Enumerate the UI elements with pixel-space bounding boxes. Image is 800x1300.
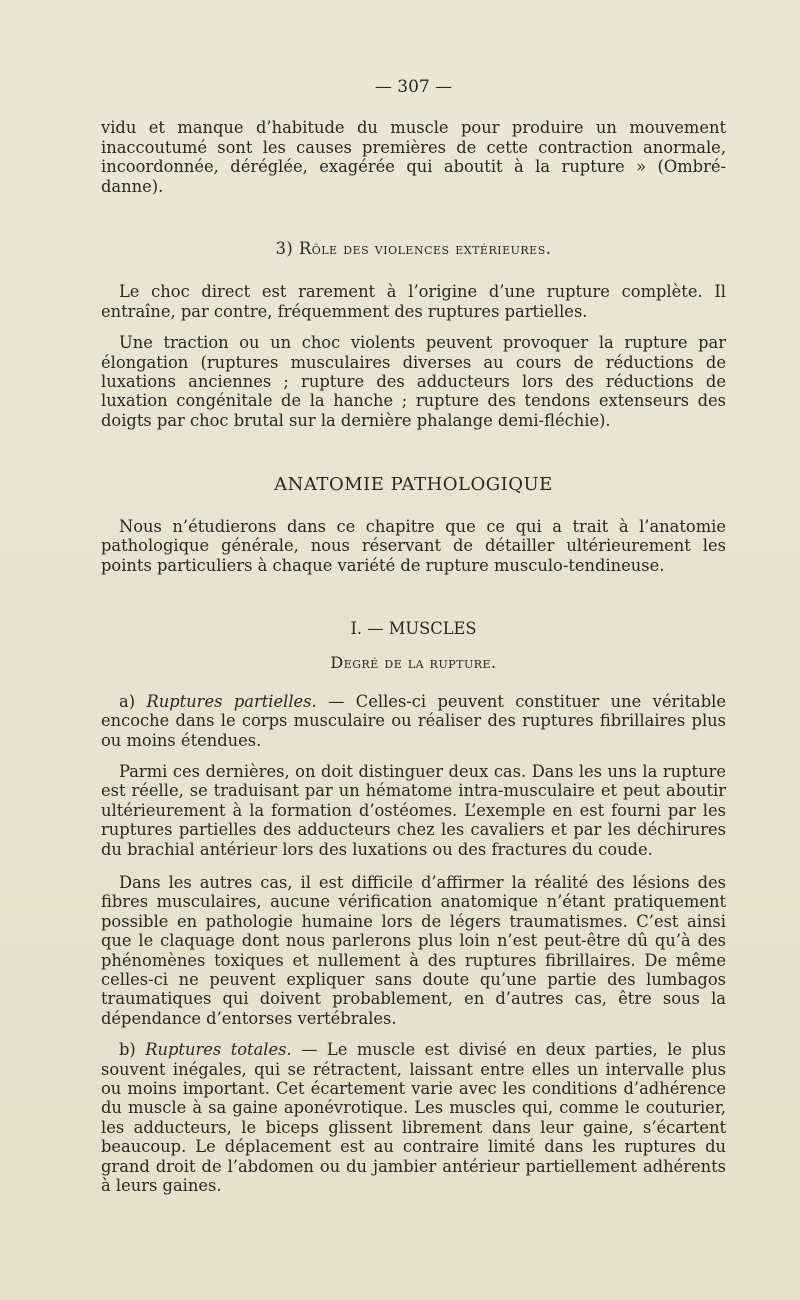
paragraph-traction: Une traction ou un choc violents peuvent provoquer la rupture par élongation (ruptures musculaires diverses au cours de réductions de luxations anciennes ; rupture des adducteurs lors des réductions de luxation congénitale de la hanche ; rupture des tendons extenseurs des doigts par choc brutal sur la dernière phalange demi-fléchie). bbox=[101, 333, 726, 430]
item-text-ruptures-totales: — Le muscle est divisé en deux parties, le plus souvent inégales, qui se rétractent, laissant entre elles un intervalle plus ou moins important. Cet écartement varie avec les conditions d’adhérence du muscle à sa gaine aponévrotique. Les muscles qui, comme le couturier, les adducteurs, le biceps glissent librement dans leur gaine, s’écartent beaucoup. Le déplacement est au contraire limité dans les ruptures du grand droit de l’abdomen ou du jambier antérieur partiellement adhérents à leurs gaines. bbox=[101, 1040, 726, 1196]
item-text-ruptures-partielles: — Celles-ci peuvent constituer une véritable encoche dans le corps musculaire ou réaliser des ruptures fibrillaires plus ou moins étendues. bbox=[101, 691, 726, 750]
chapter-title: ANATOMIE PATHOLOGIQUE bbox=[274, 474, 553, 496]
paragraph-choc-direct: Le choc direct est rarement à l’origine d’une rupture complète. Il entraîne, par contre, fréquemment des ruptures partielles. bbox=[101, 282, 726, 321]
paragraph-autres-cas: Dans les autres cas, il est difficile d’affirmer la réalité des lésions des fibres musculaires, aucune vérification anatomique n’étant pratiquement possible en pathologie humaine lors de légers traumatismes. C’est ainsi que le claquage dont nous parlerons plus loin n’est peut-être dû qu’à des phénomènes toxiques et nullement à des ruptures fibrillaires. De même celles-ci ne peuvent expliquer sans doute qu’une partie des lumbagos traumatiques qui doivent probablement, en d’autres cas, être sous la dépendance d’entorses vertébrales. bbox=[101, 872, 726, 1028]
item-title-ruptures-totales: Ruptures totales. bbox=[145, 1040, 292, 1060]
item-label-a: a) bbox=[119, 691, 136, 711]
page-content bbox=[101, 78, 726, 1195]
part-title: I. — MUSCLES bbox=[350, 618, 477, 638]
section-heading-violences: 3) Rôle des violences extérieures. bbox=[275, 239, 552, 259]
subsection-title: Degré de la rupture. bbox=[330, 653, 497, 673]
paragraph-anatomie: Nous n’étudierons dans ce chapitre que ce qui a trait à l’anatomie pathologique générale, nous réservant de détailler ultérieurement les points particuliers à chaque variété de rupture musculo-tendineuse. bbox=[101, 516, 726, 575]
paragraph-ruptures-totales bbox=[101, 1040, 726, 1195]
item-label-b: b) bbox=[119, 1040, 136, 1060]
page-number: — 307 — bbox=[374, 77, 453, 97]
paragraph-ruptures-partielles bbox=[101, 692, 726, 750]
item-title-ruptures-partielles: Ruptures partielles. bbox=[146, 691, 317, 711]
paragraph-dernieres: Parmi ces dernières, on doit distinguer deux cas. Dans les uns la rupture est réelle, se traduisant par un hématome intra-musculaire et peut aboutir ultérieurement à la formation d’ostéomes. L’exemple en est fourni par les ruptures partielles des adducteurs chez les cavaliers et par les déchirures du brachial antérieur lors des luxations ou des fractures du coude. bbox=[101, 761, 726, 859]
paragraph-intro: vidu et manque d’habitude du muscle pour produire un mouvement inaccoutumé sont les causes premières de cette contraction anormale, incoordonnée, déréglée, exagérée qui aboutit à la rupture » (Ombré-danne). bbox=[101, 118, 726, 196]
